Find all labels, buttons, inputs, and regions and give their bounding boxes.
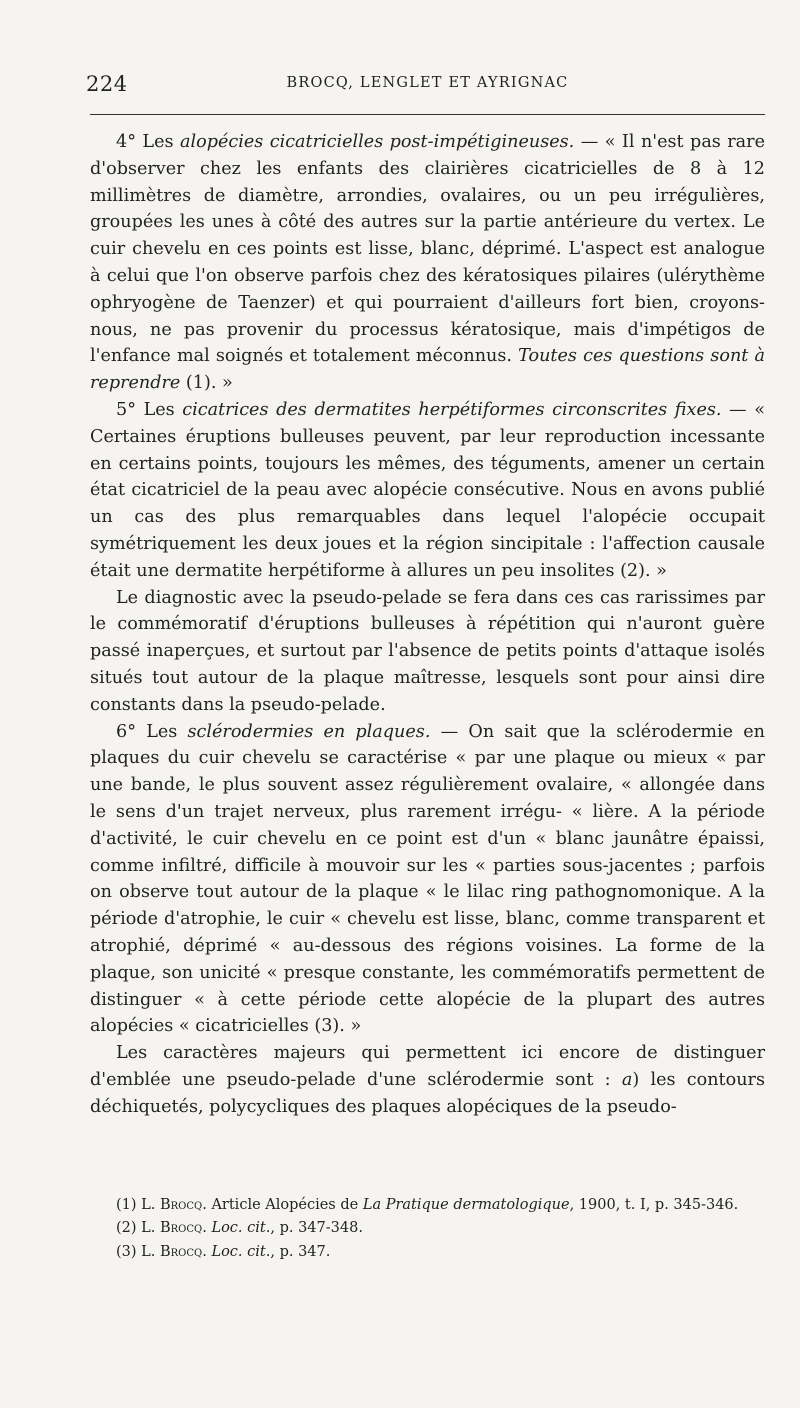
footnote-3: (3) L. Brocq. Loc. cit., p. 347. xyxy=(116,1243,331,1260)
section-heading: cicatrices des dermatites herpétiformes circonscrites fixes. xyxy=(182,399,722,420)
book-page xyxy=(86,72,765,1120)
footnote-1: (1) L. Brocq. Article Alopécies de La Pratique dermatologique, 1900, t. I, p. 345-346. xyxy=(116,1197,739,1213)
paragraph-diagnostic: Le diagnostic avec la pseudo-pelade se fera dans ces cas rarissimes par le commémoratif d'éruptions bulleuses à répétition qui n'auront guère passé inaperçues, et surtout par l'absence de petits points d'attaque isolés situés tout autour de la plaque maîtresse, lesquels sont pour ainsi dire constants dans la pseudo-pelade. xyxy=(90,587,765,715)
paragraph-dermatites-herpetiformes: 5° Les cicatrices des dermatites herpétiformes circonscrites fixes. — « Certaines éruptions bulleuses peuvent, par leur reproduction incessante en certains points, toujours les mêmes, des téguments, amener un certain état cicatriciel de la peau avec alopécie consécutive. Nous en avons publié un cas des plus remarquables dans lequel l'alopécie occupait symétriquement les deux joues et la région sincipitale : l'affection causale était une dermatite herpétiforme à allures un peu insolites (2). » xyxy=(90,399,765,581)
footnote-2: (2) L. Brocq. Loc. cit., p. 347-348. xyxy=(116,1220,363,1237)
running-head xyxy=(86,72,765,106)
section-heading: alopécies cicatricielles post-impétigineuses. xyxy=(179,132,575,152)
footnotes xyxy=(116,1194,764,1264)
header-rule xyxy=(90,114,765,115)
emphasis: Toutes ces questions sont à reprendre xyxy=(90,346,765,394)
paragraph-sclerodermies: 6° Les sclérodermies en plaques. — On sait que la sclérodermie en plaques du cuir chevelu se caractérise « par une plaque ou mieux « par une bande, le plus souvent assez régulièrement ovalaire, « allongée dans le sens d'un trajet nerveux, plus rarement irrégu- « lière. A la période d'activité, le cuir chevelu en ce point est d'un « blanc jaunâtre épaissi, comme infiltré, difficile à mouvoir sur les « parties sous-jacentes ; parfois on observe tout autour de la plaque « le lilac ring pathognomonique. A la période d'atrophie, le cuir « chevelu est lisse, blanc, comme transparent et atrophié, déprimé « au-dessous des régions voisines. La forme de la plaque, son unicité « presque constante, les commémoratifs permettent de distinguer « à cette période cette alopécie de la plupart des autres alopécies « cicatricielles (3). » xyxy=(90,721,765,1037)
running-title: BROCQ, LENGLET ET AYRIGNAC xyxy=(286,75,569,91)
body-text xyxy=(90,129,765,1120)
paragraph-caracteres-majeurs: Les caractères majeurs qui permettent ici encore de distinguer d'emblée une pseudo-pelade d'une sclérodermie sont : a) les contours déchiquetés, polycycliques des plaques alopéciques de la pseudo- xyxy=(90,1043,765,1117)
paragraph-alopecies-post-impetigineuses: 4° Les alopécies cicatricielles post-impétigineuses. — « Il n'est pas rare d'observer chez les enfants des clairières cicatricielles de 8 à 12 millimètres de diamètre, arrondies, ovalaires, ou un peu irrégulières, groupées les unes à côté des autres sur la partie antérieure du vertex. Le cuir chevelu en ces points est lisse, blanc, déprimé. L'aspect est analogue à celui que l'on observe parfois chez des kératosiques pilaires (ulérythème ophryogène de Taenzer) et qui pourraient d'ailleurs fort bien, croyons-nous, ne pas provenir du processus kératosique, mais d'impétigos de l'enfance mal soignés et totalement méconnus. Toutes ces questions sont à reprendre (1). » xyxy=(90,132,765,394)
section-heading: sclérodermies en plaques. xyxy=(187,721,431,742)
list-marker: a xyxy=(621,1069,633,1090)
page-number: 224 xyxy=(86,72,128,96)
